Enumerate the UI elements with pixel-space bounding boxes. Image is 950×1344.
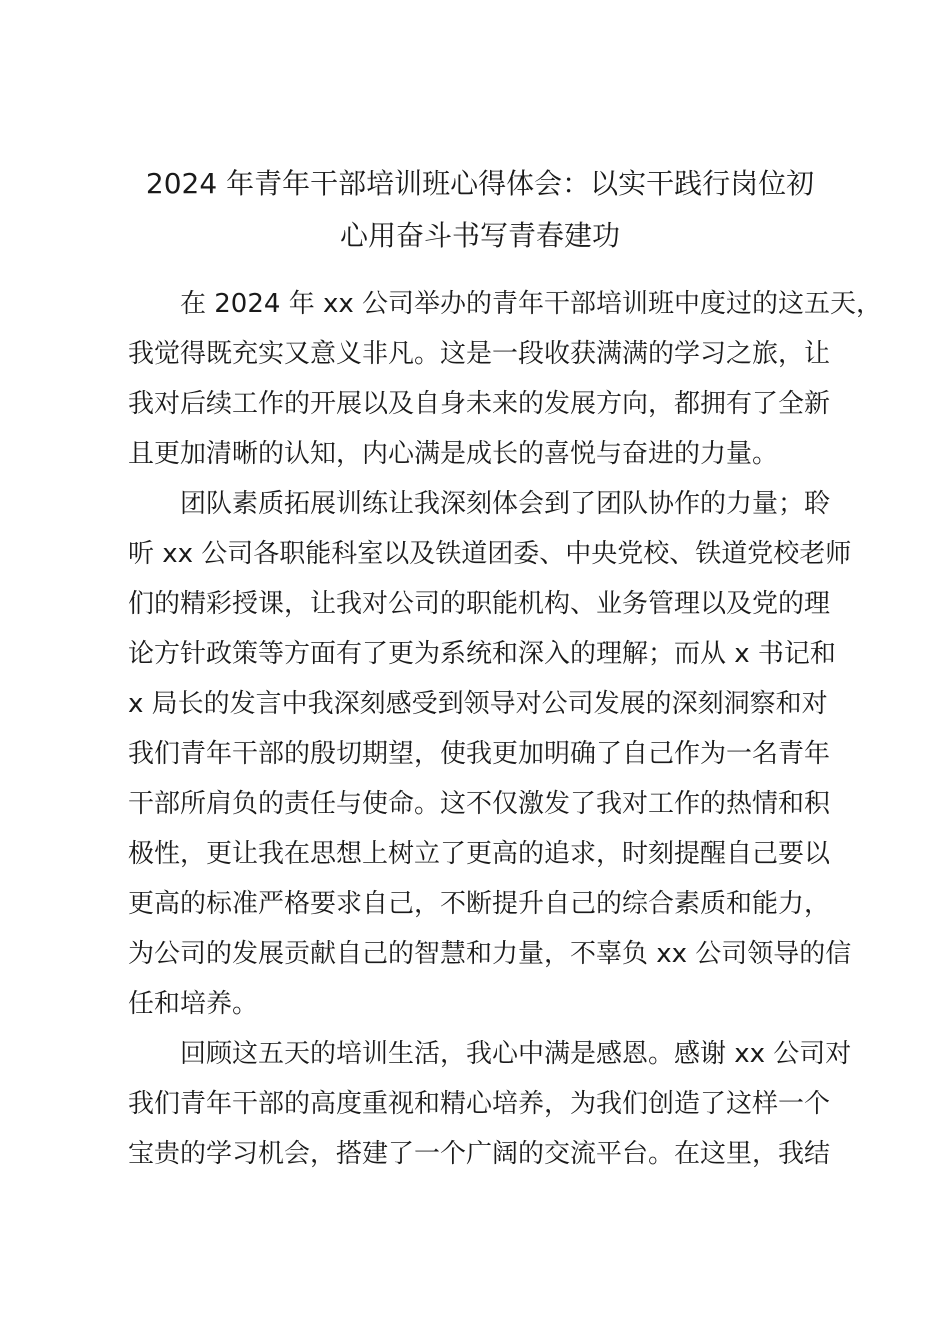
paragraph-line: 干部所肩负的责任与使命。这不仅激发了我对工作的热情和积	[128, 789, 831, 819]
paragraph-line: 我对后续工作的开展以及自身未来的发展方向，都拥有了全新	[128, 389, 831, 419]
paragraph-line: 我们青年干部的高度重视和精心培养，为我们创造了这样一个	[128, 1089, 831, 1119]
paragraph-line: 更高的标准严格要求自己，不断提升自己的综合素质和能力，	[128, 889, 831, 919]
paragraph-line: x 局长的发言中我深刻感受到领导对公司发展的深刻洞察和对	[128, 689, 828, 719]
paragraph-line: 极性，更让我在思想上树立了更高的追求，时刻提醒自己要以	[128, 839, 831, 869]
paragraph-line: 我们青年干部的殷切期望，使我更加明确了自己作为一名青年	[128, 739, 831, 769]
paragraph-line: 为公司的发展贡献自己的智慧和力量，不辜负 xx 公司领导的信	[128, 939, 852, 969]
paragraph-line: 宝贵的学习机会，搭建了一个广阔的交流平台。在这里，我结	[128, 1139, 831, 1169]
paragraph-line: 回顾这五天的培训生活，我心中满是感恩。感谢 xx 公司对	[180, 1039, 852, 1069]
paragraph-line: 任和培养。	[128, 989, 259, 1019]
document-title-line-2: 心用奋斗书写青春建功	[339, 219, 620, 252]
paragraph-line: 我觉得既充实又意义非凡。这是一段收获满满的学习之旅，让	[128, 339, 831, 369]
paragraph-line: 听 xx 公司各职能科室以及铁道团委、中央党校、铁道党校老师	[128, 539, 852, 569]
paragraph-line: 在 2024 年 xx 公司举办的青年干部培训班中度过的这五天，	[180, 289, 883, 319]
paragraph-line: 且更加清晰的认知，内心满是成长的喜悦与奋进的力量。	[128, 439, 779, 469]
paragraph-line: 论方针政策等方面有了更为系统和深入的理解；而从 x 书记和	[128, 639, 836, 669]
paragraph-line: 团队素质拓展训练让我深刻体会到了团队协作的力量；聆	[180, 489, 831, 519]
document-title-line-1: 2024 年青年干部培训班心得体会：以实干践行岗位初	[145, 167, 815, 200]
paragraph-line: 们的精彩授课，让我对公司的职能机构、业务管理以及党的理	[128, 589, 831, 619]
